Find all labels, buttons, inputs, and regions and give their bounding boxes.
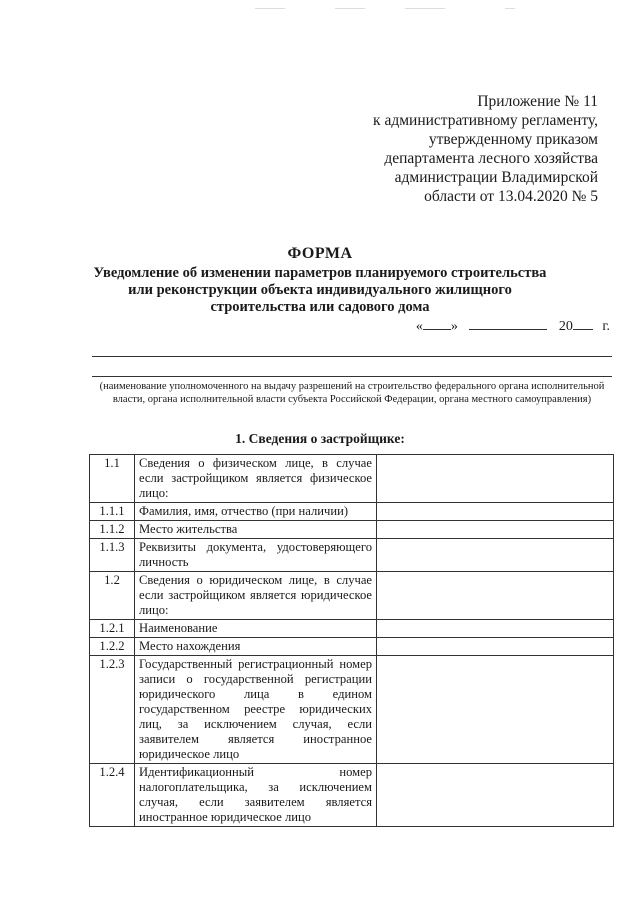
row-label: Место нахождения	[135, 638, 377, 656]
row-value-cell[interactable]	[377, 620, 614, 638]
row-label: Наименование	[135, 620, 377, 638]
developer-info-table	[89, 454, 614, 827]
year-prefix: 20	[558, 319, 573, 334]
row-label: Фамилия, имя, отчество (при наличии)	[135, 503, 377, 521]
row-label: Место жительства	[135, 521, 377, 539]
row-value-cell[interactable]	[377, 572, 614, 620]
appendix-line: администрации Владимирской	[394, 169, 598, 186]
row-number: 1.2.2	[90, 638, 135, 656]
form-title: ФОРМА	[287, 245, 353, 262]
row-value-cell[interactable]	[377, 503, 614, 521]
scan-marks	[0, 8, 640, 12]
row-value-cell[interactable]	[377, 521, 614, 539]
row-number: 1.2	[90, 572, 135, 620]
authority-caption: (наименование уполномоченного на выдачу разрешений на строительство федерального органа исполнительной власти, органа исполнительной власти субъекта Российской Федерации, органа местного самоуправления)	[99, 381, 605, 405]
row-value-cell[interactable]	[377, 638, 614, 656]
appendix-line: Приложение № 11	[477, 93, 598, 110]
table-row	[90, 521, 614, 539]
month-blank[interactable]	[469, 317, 547, 330]
appendix-line: области от 13.04.2020 № 5	[424, 188, 598, 205]
day-blank[interactable]	[423, 317, 451, 330]
table-row	[90, 572, 614, 620]
table-row	[90, 638, 614, 656]
row-value-cell[interactable]	[377, 656, 614, 764]
authority-name-line[interactable]	[92, 356, 612, 357]
row-value-cell[interactable]	[377, 455, 614, 503]
form-subtitle: Уведомление об изменении параметров планируемого строительства или реконструкции объекта индивидуального жилищного строительства или садового дома	[93, 265, 547, 315]
section-title: 1. Сведения о застройщике:	[235, 431, 405, 446]
row-label: Государственный регистрационный номер записи о государственной регистрации юридического лица в едином государственном реестре юридических лиц, за исключением случая, если заявителем является иностранное юридическое лицо	[135, 656, 377, 764]
row-label: Сведения о юридическом лице, в случае если застройщиком является юридическое лицо:	[135, 572, 377, 620]
date-line	[416, 317, 610, 335]
appendix-block	[373, 92, 598, 206]
row-label: Реквизиты документа, удостоверяющего личность	[135, 539, 377, 572]
row-number: 1.1.3	[90, 539, 135, 572]
appendix-line: утвержденному приказом	[428, 131, 598, 148]
row-number: 1.1.1	[90, 503, 135, 521]
table-row	[90, 455, 614, 503]
row-value-cell[interactable]	[377, 764, 614, 827]
year-blank[interactable]	[573, 317, 593, 330]
appendix-line: департамента лесного хозяйства	[384, 150, 598, 167]
table-row	[90, 539, 614, 572]
table-row	[90, 764, 614, 827]
close-quote: »	[450, 319, 458, 334]
row-value-cell[interactable]	[377, 539, 614, 572]
row-number: 1.2.3	[90, 656, 135, 764]
row-number: 1.2.4	[90, 764, 135, 827]
open-quote: «	[415, 319, 423, 334]
appendix-line: к административному регламенту,	[373, 112, 598, 129]
row-label: Сведения о физическом лице, в случае если застройщиком является физическое лицо:	[135, 455, 377, 503]
year-suffix: г.	[602, 319, 610, 334]
table-row	[90, 620, 614, 638]
row-number: 1.1	[90, 455, 135, 503]
row-number: 1.1.2	[90, 521, 135, 539]
row-number: 1.2.1	[90, 620, 135, 638]
table-row	[90, 656, 614, 764]
row-label: Идентификационный номер налогоплательщика, за исключением случая, если заявителем является иностранное юридическое лицо	[135, 764, 377, 827]
table-row	[90, 503, 614, 521]
authority-name-line[interactable]	[92, 376, 612, 377]
